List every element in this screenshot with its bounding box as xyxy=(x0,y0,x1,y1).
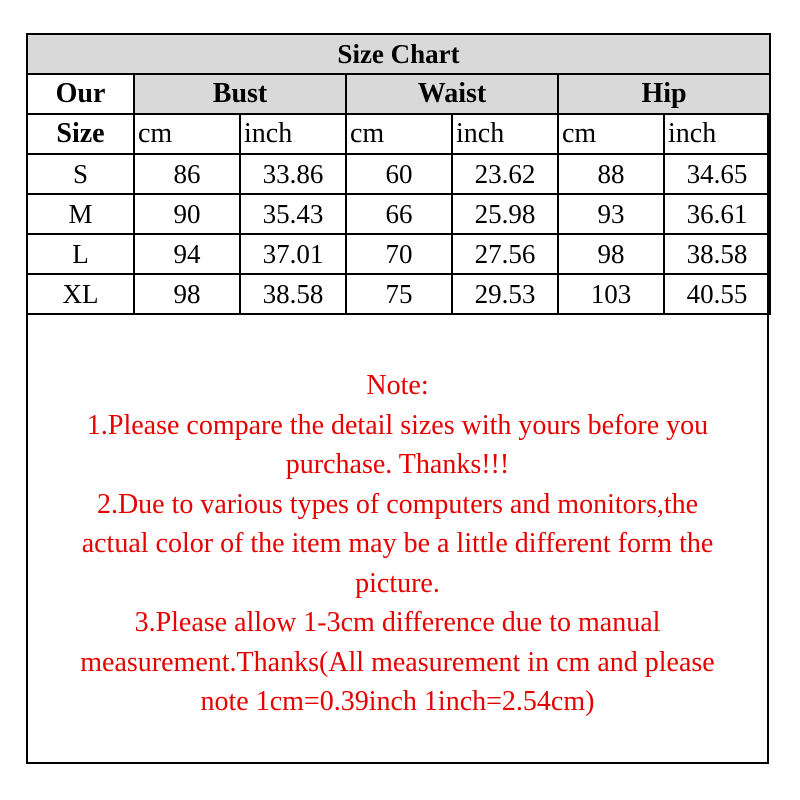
bust-inch-cell: 38.58 xyxy=(240,274,346,314)
hip-cm-unit: cm xyxy=(558,114,664,154)
bust-cm-cell: 86 xyxy=(134,154,240,194)
bust-cm-cell: 94 xyxy=(134,234,240,274)
our-label: Our xyxy=(27,74,134,114)
group-header-row xyxy=(27,74,770,114)
unit-header-row xyxy=(27,114,770,154)
bust-cm-cell: 90 xyxy=(134,194,240,234)
size-cell: S xyxy=(27,154,134,194)
hip-inch-cell: 34.65 xyxy=(664,154,770,194)
waist-inch-cell: 29.53 xyxy=(452,274,558,314)
bust-cm-unit: cm xyxy=(134,114,240,154)
hip-cm-cell: 93 xyxy=(558,194,664,234)
hip-inch-cell: 40.55 xyxy=(664,274,770,314)
size-label: Size xyxy=(27,114,134,154)
bust-inch-unit: inch xyxy=(240,114,346,154)
size-chart-table xyxy=(26,33,771,315)
table-row xyxy=(27,154,770,194)
note-line: 1.Please compare the detail sizes with yours before you xyxy=(86,409,709,441)
waist-header: Waist xyxy=(346,74,558,114)
size-cell: L xyxy=(27,234,134,274)
hip-inch-unit: inch xyxy=(664,114,770,154)
note-line: picture. xyxy=(355,567,440,599)
waist-cm-cell: 66 xyxy=(346,194,452,234)
waist-inch-cell: 25.98 xyxy=(452,194,558,234)
note-line: measurement.Thanks(All measurement in cm and please xyxy=(80,646,715,678)
size-cell: XL xyxy=(27,274,134,314)
waist-inch-cell: 23.62 xyxy=(452,154,558,194)
table-title: Size Chart xyxy=(27,34,770,74)
note-line: purchase. Thanks!!! xyxy=(285,449,510,480)
title-row xyxy=(27,34,770,74)
hip-inch-cell: 36.61 xyxy=(664,194,770,234)
waist-cm-cell: 60 xyxy=(346,154,452,194)
table-row xyxy=(27,194,770,234)
note-line: 2.Due to various types of computers and monitors,the xyxy=(96,488,699,520)
bust-cm-cell: 98 xyxy=(134,274,240,314)
waist-inch-cell: 27.56 xyxy=(452,234,558,274)
note-block xyxy=(40,366,755,722)
hip-cm-cell: 103 xyxy=(558,274,664,314)
hip-header: Hip xyxy=(558,74,770,114)
note-line: note 1cm=0.39inch 1inch=2.54cm) xyxy=(200,686,595,717)
waist-inch-unit: inch xyxy=(452,114,558,154)
bust-header: Bust xyxy=(134,74,346,114)
bust-inch-cell: 37.01 xyxy=(240,234,346,274)
table-row xyxy=(27,274,770,314)
note-line: actual color of the item may be a little different form the xyxy=(81,528,714,559)
waist-cm-unit: cm xyxy=(346,114,452,154)
bust-inch-cell: 33.86 xyxy=(240,154,346,194)
hip-cm-cell: 88 xyxy=(558,154,664,194)
hip-cm-cell: 98 xyxy=(558,234,664,274)
note-heading: Note: xyxy=(366,370,429,401)
table-row xyxy=(27,234,770,274)
waist-cm-cell: 75 xyxy=(346,274,452,314)
hip-inch-cell: 38.58 xyxy=(664,234,770,274)
bust-inch-cell: 35.43 xyxy=(240,194,346,234)
note-line: 3.Please allow 1-3cm difference due to manual xyxy=(134,607,661,638)
size-cell: M xyxy=(27,194,134,234)
waist-cm-cell: 70 xyxy=(346,234,452,274)
